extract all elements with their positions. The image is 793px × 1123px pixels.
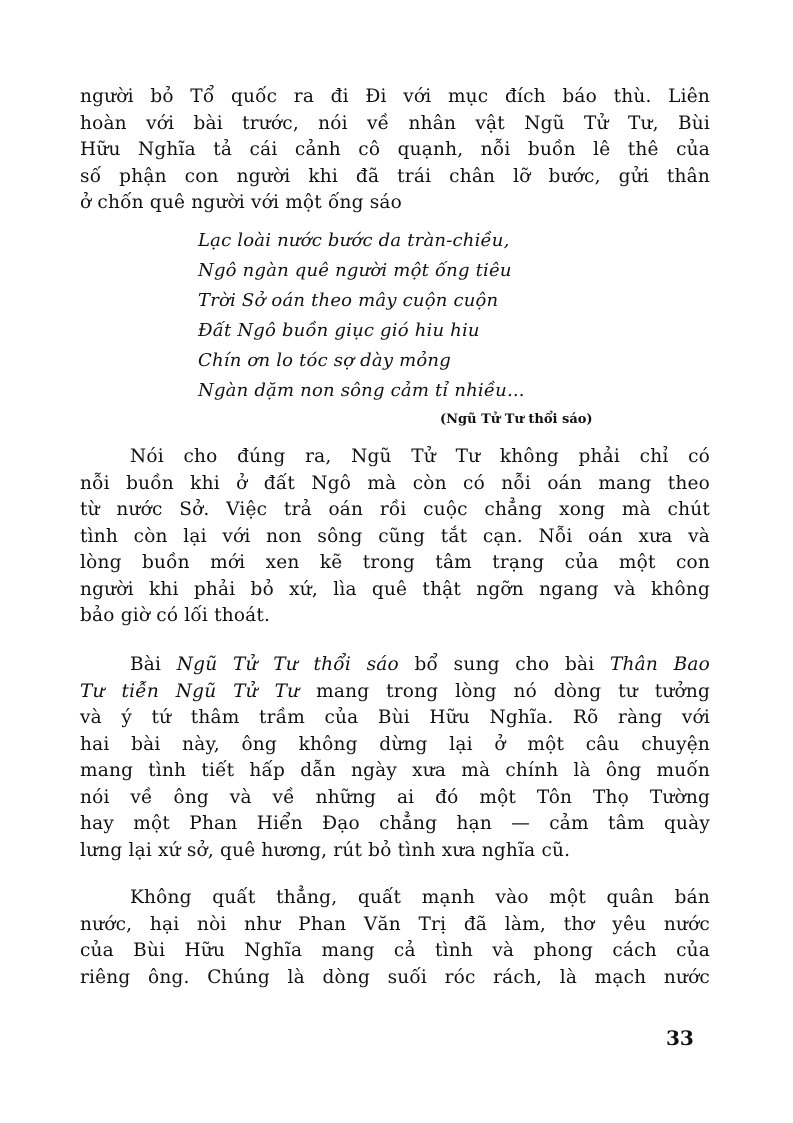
poem-line: Ngàn dặm non sông cảm tỉ nhiều... — [198, 380, 525, 401]
poem-title: Ngũ Tử Tư thổi sáo — [176, 654, 399, 675]
paragraph-conclusion — [80, 885, 710, 991]
text-line — [80, 679, 710, 706]
text-line: người khi phải bỏ xứ, lìa quê thật ngỡn ngang và không — [80, 578, 710, 600]
text-line: hoàn với bài trước, nói về nhân vật Ngũ Tử Tư, Bùi — [80, 112, 710, 134]
text-line: nỗi buồn khi ở đất Ngô mà còn có nỗi oán mang theo — [80, 472, 710, 494]
text-line: số phận con người khi đã trái chân lỡ bước, gửi thân — [80, 165, 710, 187]
poem-caption: (Ngũ Tử Tư thổi sáo) — [440, 412, 593, 427]
text-line: của Bùi Hữu Nghĩa mang cả tình và phong cách của — [80, 940, 710, 961]
text-line: Hữu Nghĩa tả cái cảnh cô quạnh, nỗi buồn lê thê của — [80, 139, 710, 160]
text-run: bổ sung cho bài — [398, 654, 610, 675]
text-line: người bỏ Tổ quốc ra đi Đi với mục đích báo thù. Liên — [80, 86, 710, 107]
text-line: Nói cho đúng ra, Ngũ Tử Tư không phải chỉ có — [130, 446, 710, 467]
poem-excerpt — [198, 226, 525, 406]
poem-line: Lạc loài nước bước da tràn-chiều, — [198, 230, 510, 251]
paragraph-intro — [80, 84, 710, 217]
text-line: lòng buồn mới xen kẽ trong tâm trạng của một con — [80, 552, 710, 573]
text-run: Bài — [130, 654, 177, 675]
text-line: hai bài này, ông không dừng lại ở một câu chuyện — [80, 733, 710, 755]
page-number: 33 — [666, 1026, 694, 1050]
text-line: và ý tứ thâm trầm của Bùi Hữu Nghĩa. Rõ ràng với — [80, 707, 710, 728]
poem-line: Đất Ngô buồn giục gió hiu hiu — [198, 320, 480, 341]
text-line: Không quất thẳng, quất mạnh vào một quân bán — [130, 887, 710, 908]
poem-title: Thân Bao — [609, 654, 710, 675]
text-line: mang tình tiết hấp dẫn ngày xưa mà chính là ông muốn — [80, 760, 710, 781]
text-line: lưng lại xứ sở, quê hương, rút bỏ tình xưa nghĩa cũ. — [80, 839, 571, 861]
text-line: hay một Phan Hiển Đạo chẳng hạn — cảm tâm quày — [80, 813, 710, 834]
poem-line: Ngô ngàn quê người một ống tiêu — [198, 260, 512, 281]
text-line: bảo giờ có lối thoát. — [80, 605, 271, 626]
poem-line: Chín ơn lo tóc sợ dày mỏng — [198, 350, 451, 371]
text-run: mang trong lòng nó dòng tư tưởng — [299, 680, 710, 702]
text-line — [80, 652, 710, 679]
text-line: tình còn lại với non sông cũng tắt cạn. Nỗi oán xưa và — [80, 525, 710, 547]
text-line: ở chốn quê người với một ống sáo — [80, 192, 403, 213]
text-line: nói về ông và về những ai đó một Tôn Thọ Tường — [80, 786, 710, 808]
text-line: riêng ông. Chúng là dòng suối róc rách, là mạch nước — [80, 966, 710, 988]
poem-line: Trời Sở oán theo mây cuộn cuộn — [198, 290, 499, 311]
poem-title: Tư tiễn Ngũ Tử Tư — [80, 680, 300, 702]
text-line: nước, hại nòi như Phan Văn Trị đã làm, thơ yêu nước — [80, 913, 710, 935]
paragraph-comparison — [80, 652, 710, 864]
paragraph-analysis — [80, 444, 710, 630]
text-line: từ nước Sở. Việc trả oán rồi cuộc chẳng xong mà chút — [80, 499, 710, 520]
